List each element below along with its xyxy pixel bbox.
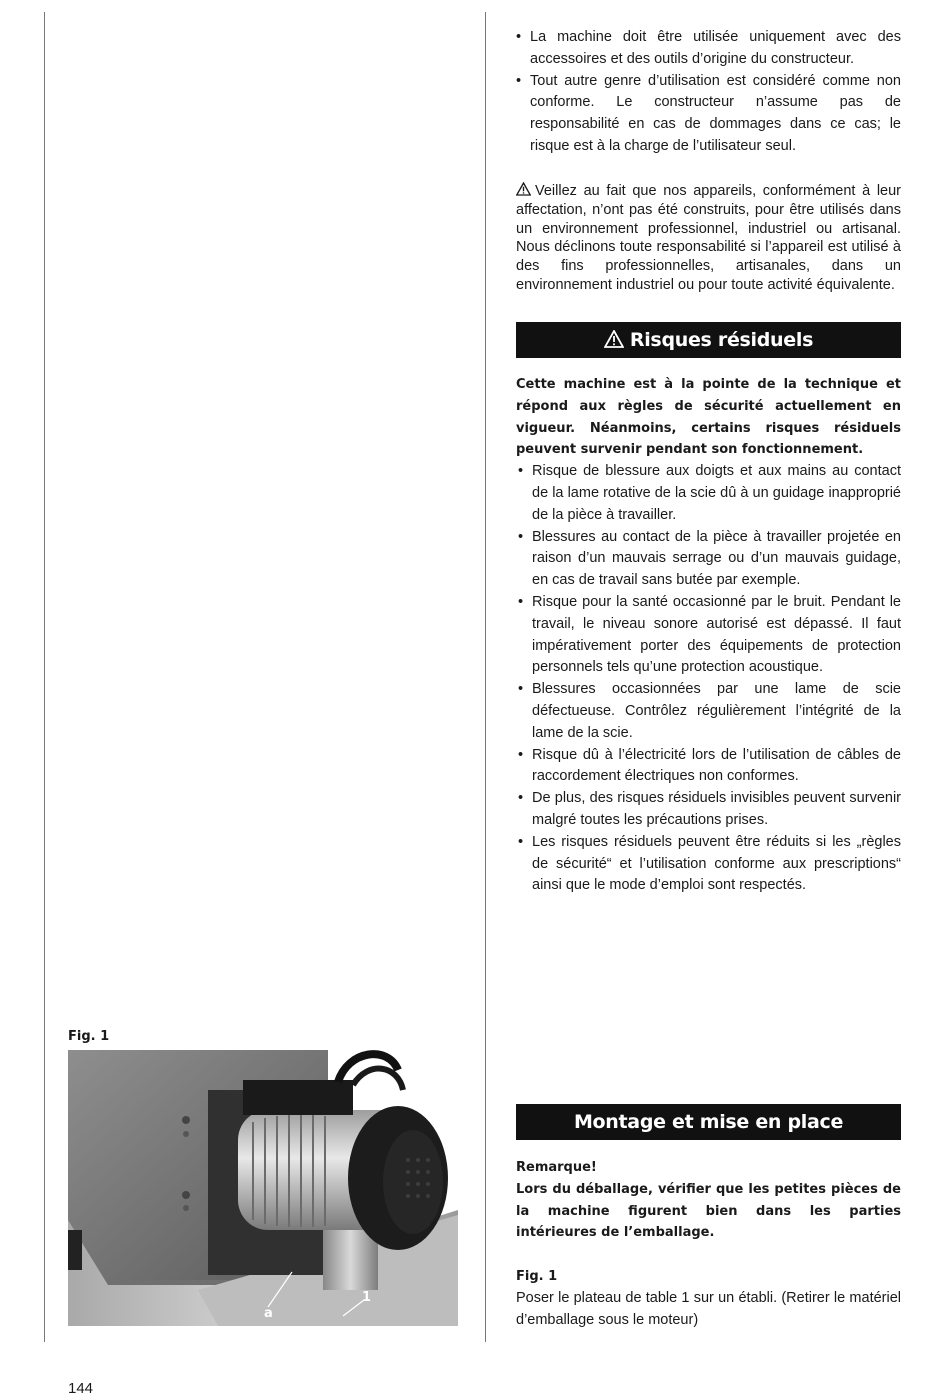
montage-heading-bar — [516, 1104, 901, 1140]
risques-bullet-list — [516, 461, 901, 897]
figure-photo-motor — [68, 1050, 458, 1326]
left-margin-rule — [44, 12, 45, 1342]
montage-fig-label: Fig. 1 — [516, 1269, 558, 1285]
remark-title: Remarque! — [516, 1160, 597, 1175]
warning-triangle-icon — [604, 330, 624, 348]
list-item: • Risque dû à l’électricité lors de l’utilisation de câbles de raccordement électriques non conformes. — [516, 745, 901, 789]
remark-text: Lors du déballage, vérifier que les petites pièces de la machine figurent bien dans les parties intérieures de l’emballage. — [516, 1181, 901, 1241]
warning-paragraph — [516, 182, 901, 295]
list-item: • Risque de blessure aux doigts et aux mains au contact de la lame rotative de la scie dû à un guidage inapproprié de la pièce à travailler. — [516, 461, 901, 526]
risques-intro: Cette machine est à la pointe de la technique et répond aux règles de sécurité actuellement en vigueur. Néanmoins, certains risques résiduels peuvent survenir pendant son fonctionnement. — [516, 377, 901, 458]
list-item: • Risque pour la santé occasionné par le bruit. Pendant le travail, le niveau sonore autorisé est dépassé. Il faut impérativement porter des équipements de protection personnels tels qu’une protection acoustique. — [516, 592, 901, 679]
risques-block — [516, 374, 901, 897]
list-item: • Blessures occasionnées par une lame de scie défectueuse. Contrôlez régulièrement l’intégrité de la lame de la scie. — [516, 679, 901, 744]
montage-block — [516, 1157, 901, 1332]
montage-heading: Montage et mise en place — [573, 1111, 844, 1133]
list-item: • Blessures au contact de la pièce à travailler projetée en raison d’un mauvais serrage ou d’un mauvais guidage, en cas de travail sans butée par exemple. — [516, 527, 901, 592]
risques-heading: Risques résiduels — [629, 329, 814, 351]
page-number: 144 — [68, 1380, 94, 1397]
callout-1: 1 — [362, 1290, 372, 1305]
top-bullet-list — [516, 27, 901, 158]
montage-text: Poser le plateau de table 1 sur un établi. (Retirer le matériel d’emballage sous le moteur) — [516, 1289, 901, 1328]
figure-label: Fig. 1 — [68, 1029, 110, 1044]
warning-triangle-icon — [516, 182, 531, 196]
list-item: • Les risques résiduels peuvent être réduits si les „règles de sécurité“ et l’utilisation conforme aux prescriptions“ ainsi que le mode d’emploi sont respectés. — [516, 832, 901, 897]
list-item: • La machine doit être utilisée uniquement avec des accessoires et des outils d’origine du constructeur. — [516, 27, 901, 71]
callout-a: a — [264, 1306, 273, 1321]
list-item: • Tout autre genre d’utilisation est considéré comme non conforme. Le constructeur n’assume pas de responsabilité en cas de dommages dans ce cas; le risque est à la charge de l’utilisateur seul. — [516, 71, 901, 158]
column-divider-rule — [485, 12, 486, 1342]
motor-illustration — [68, 1050, 458, 1326]
warning-text: Veillez au fait que nos appareils, conformément à leur affectation, n’ont pas été construits, pour être utilisés dans un environnement professionnel, industriel ou artisanal. Nous déclinons toute responsabilité si l’appareil est utilisé à des fins professionnelles, artisanales, dans un environnement industriel ou pour toute activité équivalente. — [516, 183, 901, 293]
list-item: • De plus, des risques résiduels invisibles peuvent survenir malgré toutes les précautions prises. — [516, 788, 901, 832]
risques-heading-bar — [516, 322, 901, 358]
top-bullets-block — [516, 27, 901, 158]
